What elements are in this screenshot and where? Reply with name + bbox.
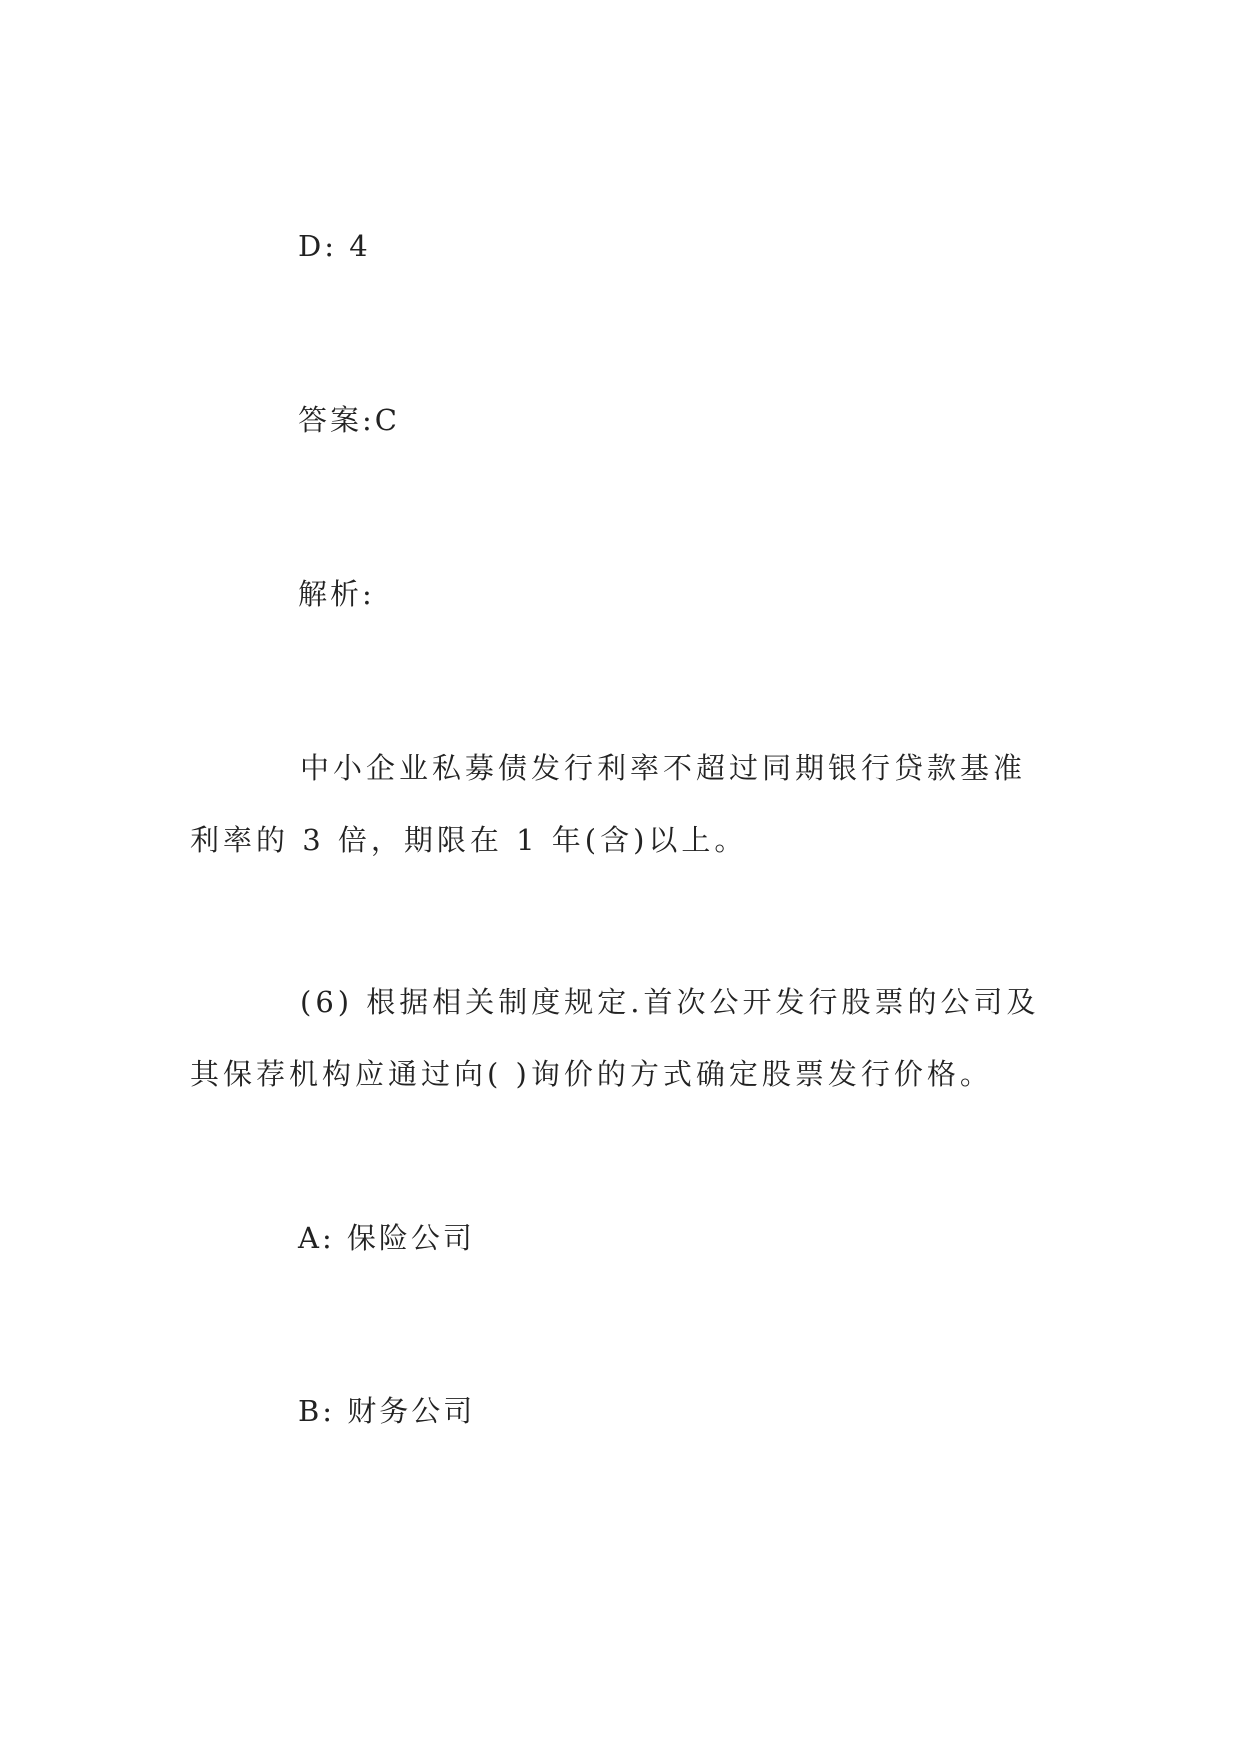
analysis-paragraph: 中小企业私募债发行利率不超过同期银行贷款基准利率的 3 倍，期限在 1 年(含)以上。 (190, 751, 1027, 857)
question-6-paragraph: (6) 根据相关制度规定.首次公开发行股票的公司及其保荐机构应通过向( )询价的方式确定股票发行价格。 (190, 985, 1040, 1091)
option-a: A: 保险公司 (298, 1221, 475, 1255)
option-b: B: 财务公司 (298, 1394, 476, 1428)
answer-line: 答案:C (298, 403, 400, 437)
analysis-label: 解析: (298, 577, 375, 611)
option-d: D: 4 (298, 229, 371, 263)
